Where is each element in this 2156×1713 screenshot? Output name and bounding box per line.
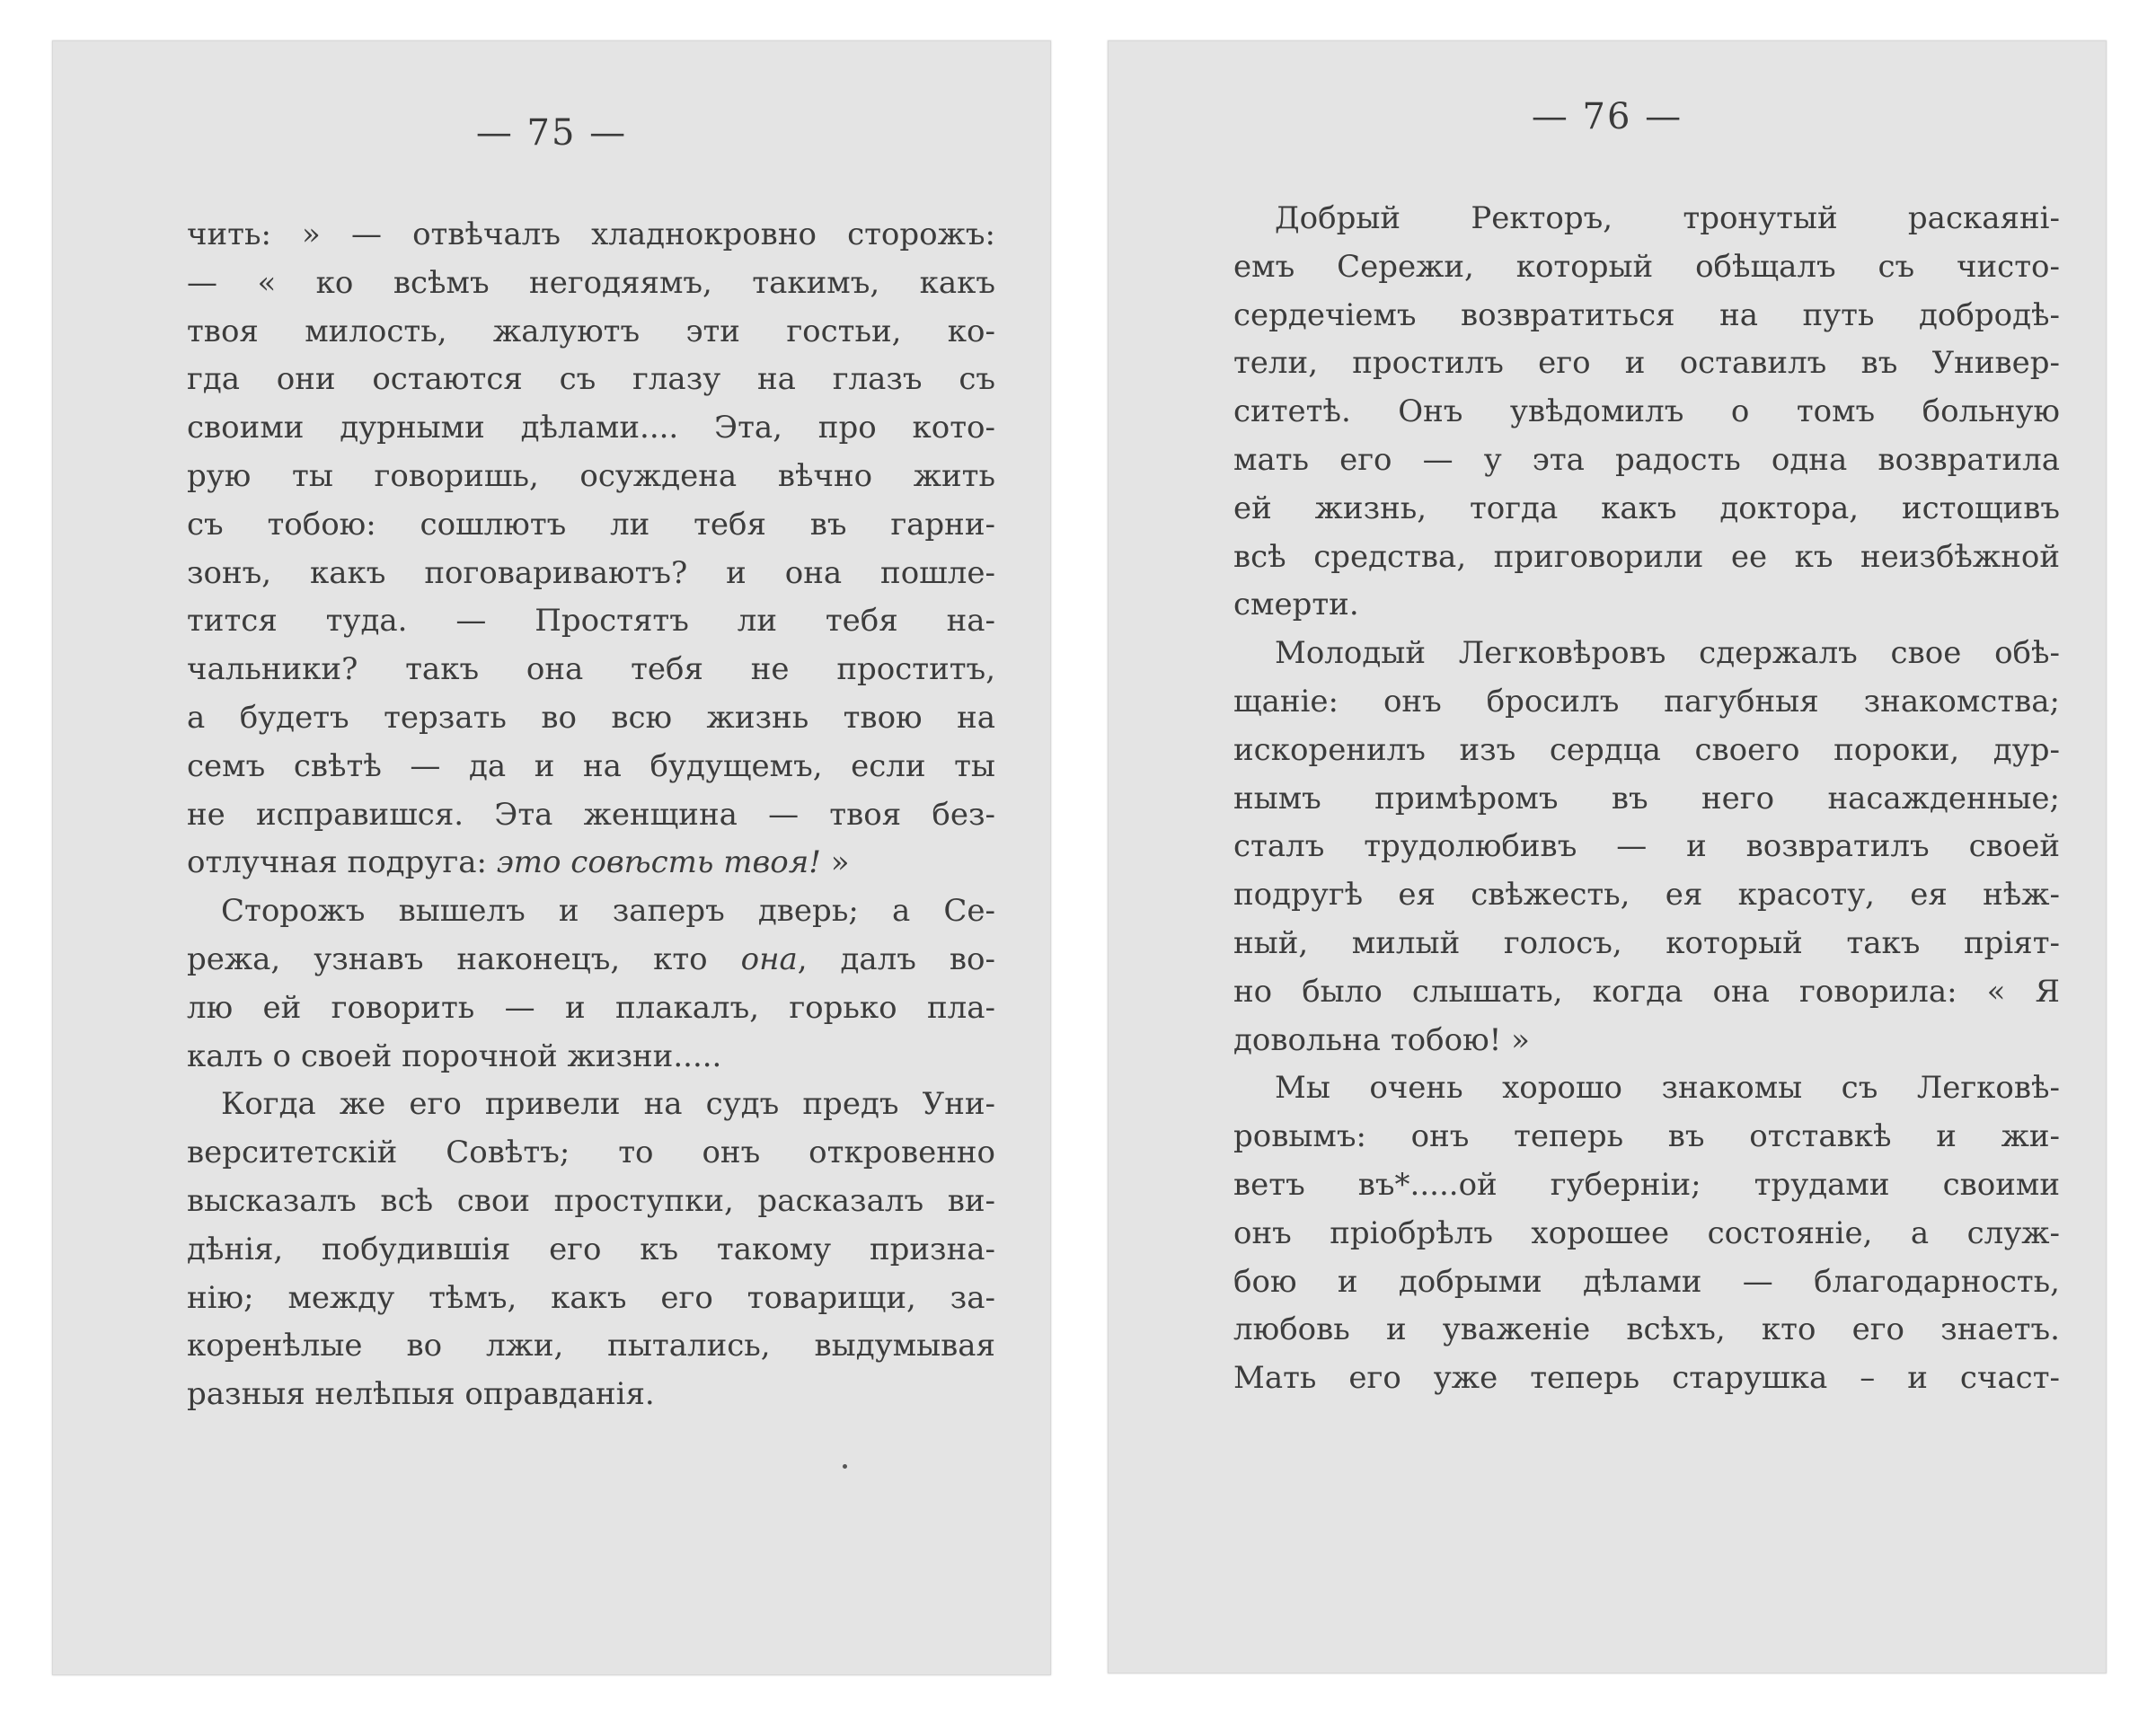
text-line: дѣнія, побудившія его къ такому призна- xyxy=(187,1231,995,1267)
text-line: твоя милость, жалуютъ эти гостьи, ко- xyxy=(187,313,995,349)
text-segment: отлучная подруга: xyxy=(187,844,487,881)
left-page xyxy=(52,40,1051,1675)
text-line: искоренилъ изъ сердца своего пороки, дур- xyxy=(1233,731,2060,768)
text-line: сердечіемъ возвратиться на путь добродѣ- xyxy=(1233,296,2060,333)
italic-word: она xyxy=(740,940,798,977)
text-segment: » xyxy=(820,844,850,881)
text-line: калъ о своей порочной жизни..... xyxy=(187,1038,722,1074)
text-line: а будетъ терзать во всю жизнь твою на xyxy=(187,699,995,736)
text-segment: режа, узнавъ наконецъ, кто xyxy=(187,940,741,977)
text-line: ный, милый голосъ, который такъ пріят- xyxy=(1233,924,2060,961)
text-line: щаніе: онъ бросилъ пагубныя знакомства; xyxy=(1233,683,2060,720)
paragraph-start-line: Мы очень хорошо знакомы съ Легковѣ- xyxy=(1275,1070,2060,1107)
text-line: коренѣлые во лжи, пытались, выдумывая xyxy=(187,1328,995,1364)
paragraph-start-line: Молодый Легковѣровъ сдержалъ свое обѣ- xyxy=(1275,635,2060,672)
text-line: бою и добрыми дѣлами — благодарность, xyxy=(1233,1263,2060,1300)
text-line: своими дурными дѣлами.... Эта, про кото- xyxy=(187,410,995,446)
ink-speck xyxy=(843,1464,847,1469)
text-line: верситетскій Совѣтъ; то онъ откровенно xyxy=(187,1135,995,1171)
text-line: сталъ трудолюбивъ — и возвратилъ своей xyxy=(1233,828,2060,865)
text-line: мать его — у эта радость одна возвратила xyxy=(1233,441,2060,478)
text-line: всѣ средства, приговорили ее къ неизбѣжной xyxy=(1233,538,2060,575)
text-segment: , далъ во- xyxy=(797,940,995,977)
text-line: лю ей говорить — и плакалъ, горько пла- xyxy=(187,989,995,1026)
text-line: смерти. xyxy=(1233,587,1359,623)
text-line: нымъ примѣромъ въ него насажденные; xyxy=(1233,780,2060,817)
text-line: но было слышать, когда она говорила: « Я xyxy=(1233,973,2060,1010)
paragraph-start-line: Сторожъ вышелъ и заперъ дверь; а Се- xyxy=(221,893,995,930)
text-line: подругѣ ея свѣжесть, ея красоту, ея нѣж- xyxy=(1233,877,2060,914)
text-line: зонъ, какъ поговариваютъ? и она пошле- xyxy=(187,554,995,591)
text-line: ровымъ: онъ теперь въ отставкѣ и жи- xyxy=(1233,1118,2060,1155)
italic-phrase: это совѣсть твоя! xyxy=(496,844,821,881)
paragraph-start-line: Добрый Ректоръ, тронутый раскаяні- xyxy=(1275,200,2060,236)
paragraph-start-line: Когда же его привели на судъ предъ Уни- xyxy=(221,1086,995,1123)
text-line: тели, простилъ его и оставилъ въ Универ- xyxy=(1233,345,2060,382)
text-line: онъ пріобрѣлъ хорошее состояніе, а служ- xyxy=(1233,1214,2060,1251)
text-line: — « ко всѣмъ негодяямъ, такимъ, какъ xyxy=(187,264,995,301)
right-page xyxy=(1108,40,2107,1673)
text-line: тится туда. — Простятъ ли тебя на- xyxy=(187,603,995,640)
right-page-text xyxy=(1233,195,2060,1403)
text-line: ситетѣ. Онъ увѣдомилъ о томъ больную xyxy=(1233,393,2060,430)
text-line: ветъ въ*.....ой губерніи; трудами своими xyxy=(1233,1166,2060,1203)
text-line: емъ Сережи, который обѣщалъ съ чисто- xyxy=(1233,248,2060,285)
text-line-with-italic xyxy=(187,936,995,985)
text-line: семъ свѣтѣ — да и на будущемъ, если ты xyxy=(187,747,995,784)
text-line: чить: » — отвѣчалъ хладнокровно сторожъ: xyxy=(187,216,995,252)
text-line: Мать его уже теперь старушка – и счаст- xyxy=(1233,1360,2060,1397)
left-page-text xyxy=(187,211,995,1419)
text-line: высказалъ всѣ свои проступки, расказалъ ви- xyxy=(187,1182,995,1219)
text-line: разныя нелѣпыя оправданія. xyxy=(187,1376,655,1413)
text-line: съ тобою: сошлютъ ли тебя въ гарни- xyxy=(187,506,995,543)
text-line: рую ты говоришь, осуждена вѣчно жить xyxy=(187,457,995,494)
text-line-with-italic xyxy=(187,839,995,887)
text-line: не исправишся. Эта женщина — твоя без- xyxy=(187,796,995,833)
text-line: чальники? такъ она тебя не проститъ, xyxy=(187,651,995,688)
text-line: гда они остаются съ глазу на глазъ съ xyxy=(187,361,995,398)
text-line: довольна тобою! » xyxy=(1233,1021,1530,1058)
text-line: нію; между тѣмъ, какъ его товарищи, за- xyxy=(187,1279,995,1316)
page-number-76: — 76 — xyxy=(1531,96,1683,137)
page-number-75: — 75 — xyxy=(475,112,628,154)
text-line: ей жизнь, тогда какъ доктора, истощивъ xyxy=(1233,490,2060,526)
text-line: любовь и уваженіе всѣхъ, кто его знаетъ. xyxy=(1233,1311,2060,1348)
